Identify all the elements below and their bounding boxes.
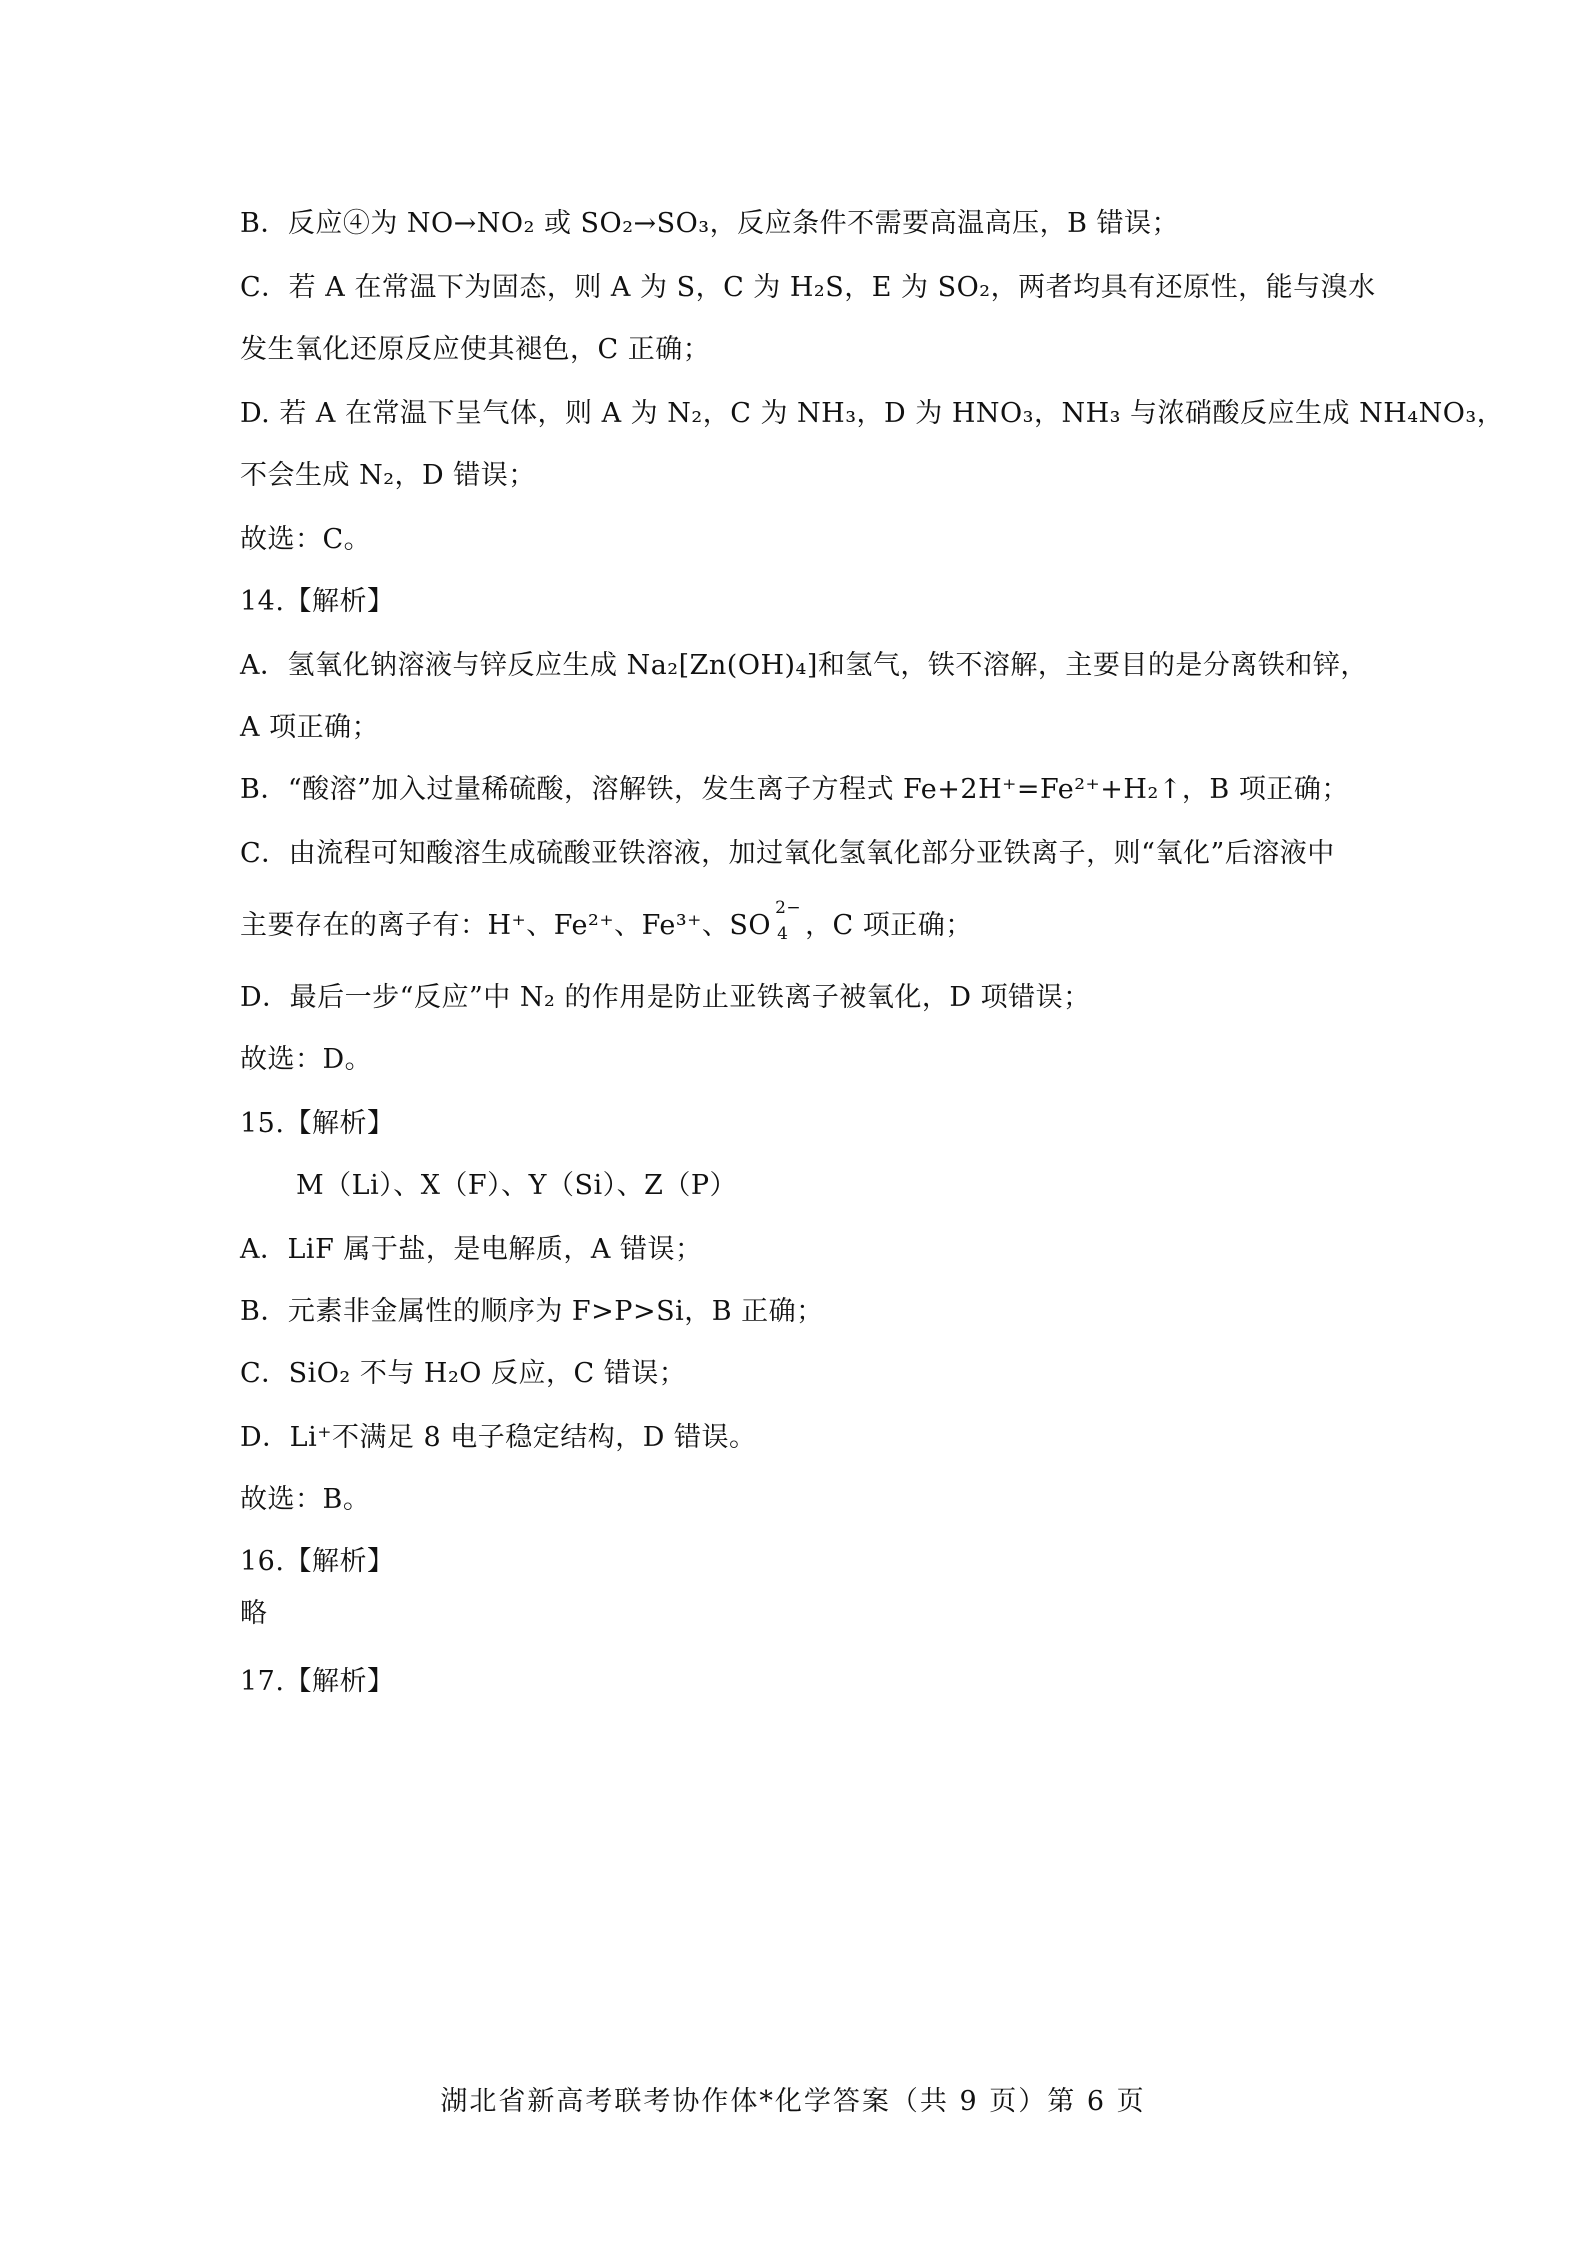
ion-list-tail: ，C 项正确； <box>805 910 973 941</box>
sulfate-ion-script <box>771 898 805 944</box>
q13-option-c-cont: 发生氧化还原反应使其褪色，C 正确； <box>240 334 711 365</box>
q14-option-c: C．由流程可知酸溶生成硫酸亚铁溶液，加过氧化氢氧化部分亚铁离子，则“氧化”后溶液中 <box>240 838 1335 869</box>
q14-answer: 故选：D。 <box>240 1044 373 1075</box>
q13-option-c: C．若 A 在常温下为固态，则 A 为 S，C 为 H₂S，E 为 SO₂，两者均具有还原性，能与溴水 <box>240 272 1376 303</box>
q17-heading: 17.【解析】 <box>240 1666 395 1697</box>
q16-content: 略 <box>240 1598 268 1629</box>
q15-option-d: D．Li⁺不满足 8 电子稳定结构，D 错误。 <box>240 1422 757 1453</box>
q14-option-b: B．“酸溶”加入过量稀硫酸，溶解铁，发生离子方程式 Fe+2H⁺=Fe²⁺+H₂↑，B 项正确； <box>240 774 1349 805</box>
sulfate-charge: 2− <box>775 898 802 918</box>
q15-option-c: C．SiO₂ 不与 H₂O 反应，C 错误； <box>240 1358 687 1389</box>
q15-option-b: B．元素非金属性的顺序为 F>P>Si，B 正确； <box>240 1296 824 1327</box>
q14-option-a-cont: A 项正确； <box>240 712 380 743</box>
q13-option-d: D. 若 A 在常温下呈气体，则 A 为 N₂，C 为 NH₃，D 为 HNO₃，NH₃ 与浓硝酸反应生成 NH₄NO₃， <box>240 398 1505 429</box>
q15-option-a: A．LiF 属于盐，是电解质，A 错误； <box>240 1234 703 1265</box>
q14-heading: 14.【解析】 <box>240 586 395 617</box>
q14-option-c-cont <box>240 898 1360 944</box>
q15-answer: 故选：B。 <box>240 1484 371 1515</box>
sulfate-subscript: 4 <box>777 924 789 944</box>
ion-list-text: 主要存在的离子有：H⁺、Fe²⁺、Fe³⁺、SO <box>240 910 772 941</box>
q13-answer: 故选：C。 <box>240 524 372 555</box>
q15-elements: M（Li）、X（F）、Y（Si）、Z（P） <box>296 1170 738 1201</box>
q14-option-a: A．氢氧化钠溶液与锌反应生成 Na₂[Zn(OH)₄]和氢气，铁不溶解，主要目的是分离铁和锌， <box>240 650 1368 681</box>
q16-heading: 16.【解析】 <box>240 1546 395 1577</box>
q15-heading: 15.【解析】 <box>240 1108 395 1139</box>
page-footer: 湖北省新高考联考协作体*化学答案（共 9 页）第 6 页 <box>440 2086 1146 2117</box>
q13-option-d-cont: 不会生成 N₂，D 错误； <box>240 460 536 491</box>
q14-option-d: D．最后一步“反应”中 N₂ 的作用是防止亚铁离子被氧化，D 项错误； <box>240 982 1091 1013</box>
q13-option-b: B．反应④为 NO→NO₂ 或 SO₂→SO₃，反应条件不需要高温高压，B 错误； <box>240 208 1180 239</box>
